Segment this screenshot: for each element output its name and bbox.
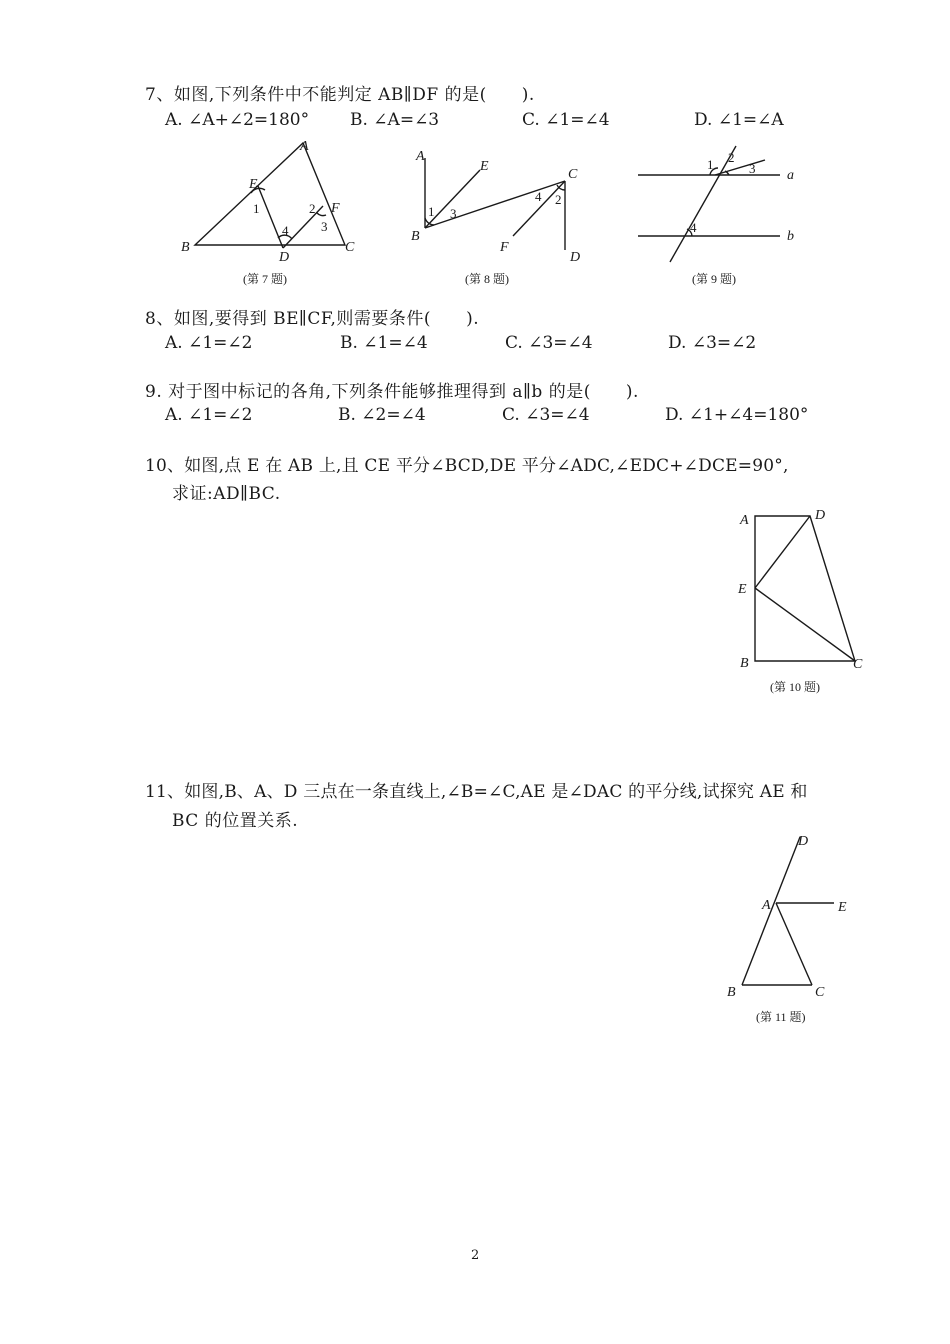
fig10-quadrilateral <box>755 516 855 661</box>
fig11-label-d: D <box>798 834 809 849</box>
fig7-segment-df <box>283 206 323 248</box>
q7-option-d: D. ∠1=∠A <box>694 110 784 130</box>
fig8-angle-2: 2 <box>555 192 562 207</box>
fig7-caption: (第 7 题) <box>243 272 287 286</box>
fig7-segment-ed <box>258 186 283 248</box>
q7-option-b: B. ∠A=∠3 <box>350 110 440 130</box>
question-11-stem-line2: BC 的位置关系. <box>172 811 299 831</box>
fig7-label-b: B <box>181 240 190 255</box>
fig7-angle-2: 2 <box>309 201 316 216</box>
fig10-label-d: D <box>815 508 826 523</box>
fig11-caption: (第 11 题) <box>756 1010 806 1024</box>
q9-option-c: C. ∠3=∠4 <box>502 405 590 425</box>
q7-option-a: A. ∠A+∠2=180° <box>165 110 310 130</box>
fig8-label-c: C <box>568 167 578 182</box>
fig8-segment-bc <box>425 181 565 228</box>
fig8-label-e: E <box>480 159 489 174</box>
q9-option-d: D. ∠1+∠4=180° <box>665 405 809 425</box>
fig10-segment-ed <box>755 516 810 588</box>
figure-10 <box>735 505 875 705</box>
fig7-angle-2-arc <box>317 213 326 216</box>
q9-option-b: B. ∠2=∠4 <box>338 405 426 425</box>
fig9-caption: (第 9 题) <box>692 272 736 286</box>
fig11-label-b: B <box>727 985 736 1000</box>
q8-option-d: D. ∠3=∠2 <box>668 333 757 353</box>
figure-7 <box>175 138 375 288</box>
figure-8 <box>405 138 605 288</box>
fig7-label-d: D <box>279 250 290 265</box>
question-10-stem-line2: 求证:AD∥BC. <box>172 484 281 504</box>
fig10-label-c: C <box>853 657 863 672</box>
fig11-label-e: E <box>838 900 847 915</box>
fig8-label-a: A <box>416 149 425 164</box>
fig9-ray <box>715 160 765 175</box>
page-number: 2 <box>471 1248 480 1263</box>
fig9-angle-2: 2 <box>728 150 735 165</box>
fig8-angle-3: 3 <box>450 206 457 221</box>
fig8-angle-1: 1 <box>428 204 435 219</box>
question-7-stem: 7、如图,下列条件中不能判定 AB∥DF 的是( ). <box>145 85 535 105</box>
fig11-label-a: A <box>762 898 771 913</box>
fig9-angle-3: 3 <box>749 161 756 176</box>
fig7-label-f: F <box>331 201 340 216</box>
fig7-angle-4: 4 <box>282 223 289 238</box>
q8-option-a: A. ∠1=∠2 <box>165 333 253 353</box>
fig11-line-bd <box>742 837 800 985</box>
fig7-angle-3: 3 <box>321 219 328 234</box>
fig7-label-e: E <box>249 177 258 192</box>
fig10-caption: (第 10 题) <box>770 680 820 694</box>
q9-option-a: A. ∠1=∠2 <box>165 405 253 425</box>
fig7-label-a: A <box>300 139 309 154</box>
fig8-label-d: D <box>570 250 581 265</box>
fig11-label-c: C <box>815 985 825 1000</box>
fig10-label-b: B <box>740 656 749 671</box>
fig11-segment-ac <box>776 903 812 985</box>
q7-option-c: C. ∠1=∠4 <box>522 110 610 130</box>
question-11-stem-line1: 11、如图,B、A、D 三点在一条直线上,∠B=∠C,AE 是∠DAC 的平分线,试探究 AE 和 <box>145 782 808 802</box>
question-9-stem: 9. 对于图中标记的各角,下列条件能够推理得到 a∥b 的是( ). <box>145 382 639 402</box>
fig9-label-b: b <box>787 229 794 244</box>
fig10-segment-ec <box>755 588 855 661</box>
question-8-stem: 8、如图,要得到 BE∥CF,则需要条件( ). <box>145 309 480 329</box>
figure-11 <box>720 830 860 1030</box>
fig9-transversal <box>670 146 736 262</box>
fig9-angle-4: 4 <box>690 220 697 235</box>
question-10-stem-line1: 10、如图,点 E 在 AB 上,且 CE 平分∠BCD,DE 平分∠ADC,∠EDC+∠DCE=90°, <box>145 456 789 476</box>
fig8-label-b: B <box>411 229 420 244</box>
fig7-angle-1: 1 <box>253 201 260 216</box>
figure-9 <box>630 138 830 288</box>
fig9-angle-1: 1 <box>707 157 714 172</box>
fig8-caption: (第 8 题) <box>465 272 509 286</box>
fig8-label-f: F <box>500 240 509 255</box>
q8-option-c: C. ∠3=∠4 <box>505 333 593 353</box>
fig8-angle-4: 4 <box>535 189 542 204</box>
fig10-label-a: A <box>740 513 749 528</box>
fig10-label-e: E <box>738 582 747 597</box>
q8-option-b: B. ∠1=∠4 <box>340 333 428 353</box>
fig9-label-a: a <box>787 168 794 183</box>
fig7-label-c: C <box>345 240 355 255</box>
